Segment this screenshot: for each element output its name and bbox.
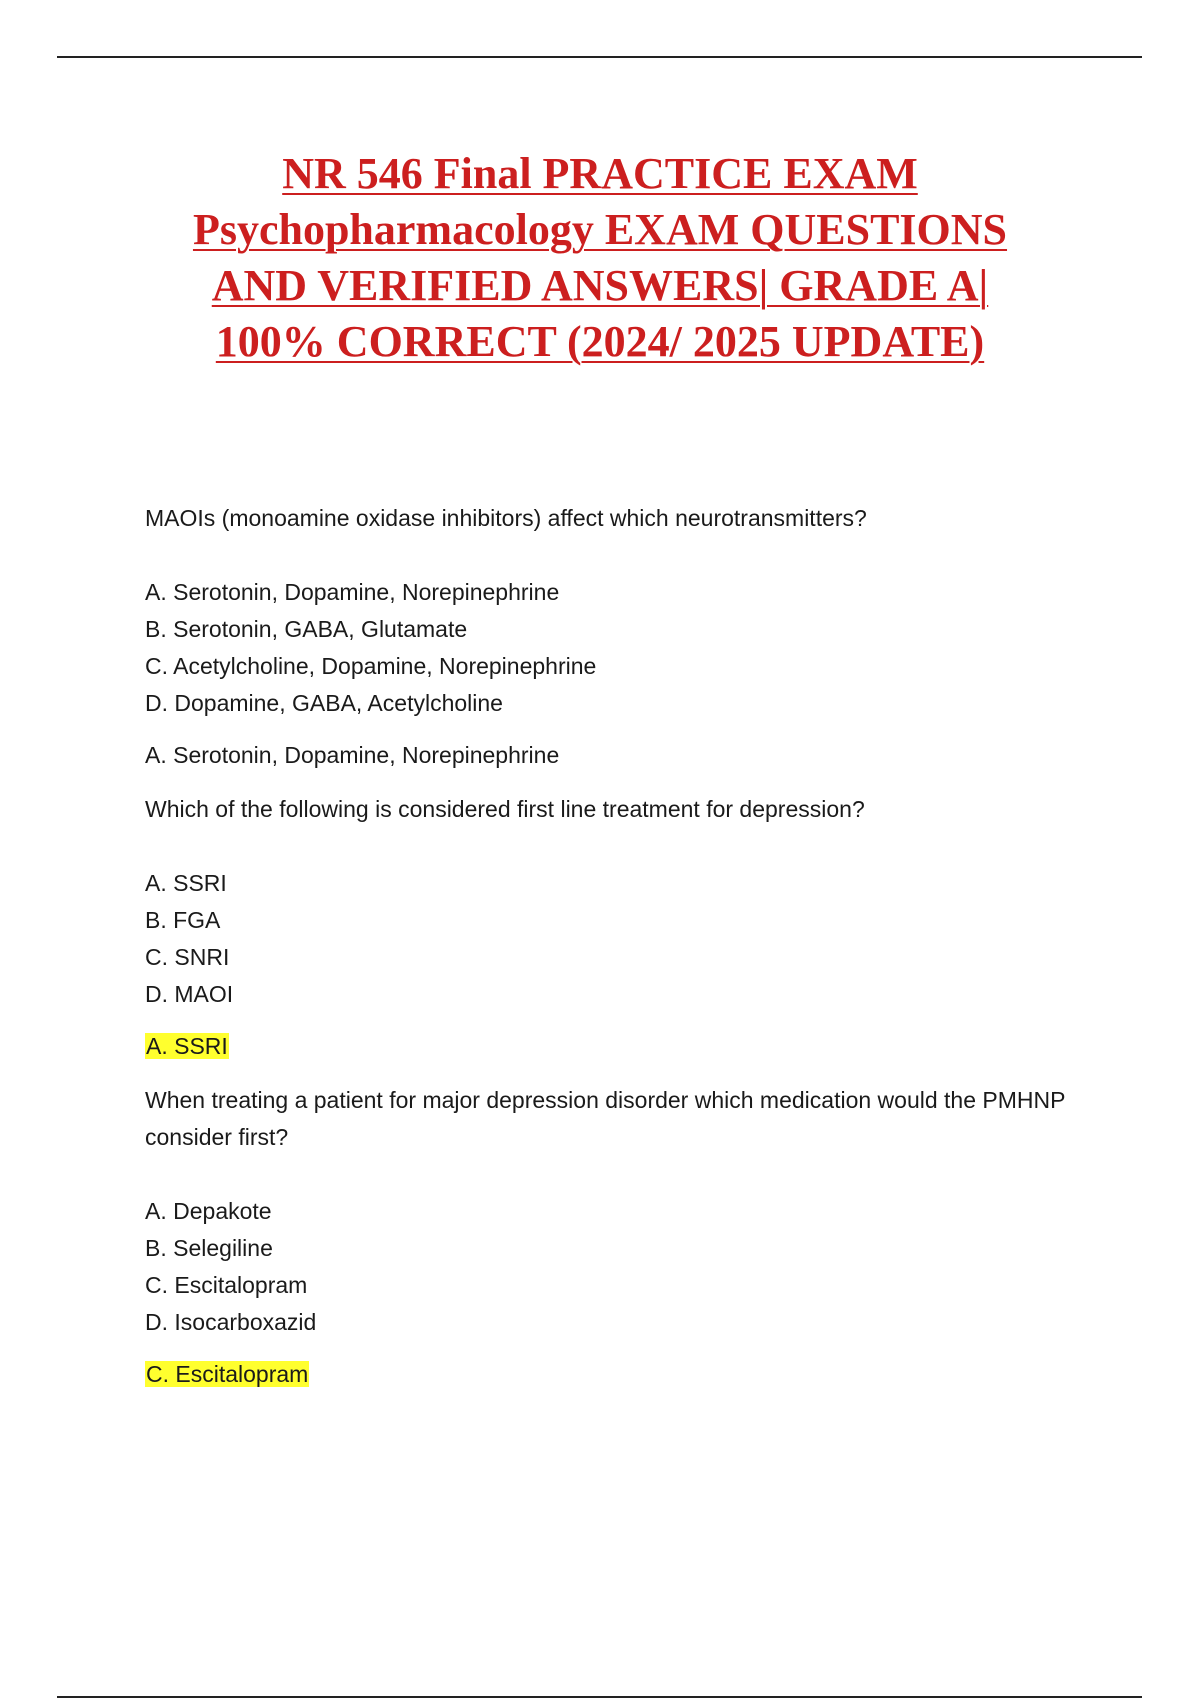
question-list	[145, 500, 1095, 1410]
highlighted-answer: A. SSRI	[146, 1033, 228, 1059]
answer-line	[145, 1028, 1095, 1065]
question-text: Which of the following is considered first line treatment for depression?	[145, 796, 865, 822]
highlighted-answer: C. Escitalopram	[146, 1361, 309, 1387]
option-b: B. Serotonin, GABA, Glutamate	[145, 616, 468, 642]
title-line: AND VERIFIED ANSWERS| GRADE A|	[211, 261, 989, 310]
answer-line	[145, 737, 1095, 774]
option-a: A. Serotonin, Dopamine, Norepinephrine	[145, 579, 560, 605]
option-d: D. Dopamine, GABA, Acetylcholine	[145, 690, 503, 716]
option-c: C. Escitalopram	[145, 1272, 308, 1298]
title-line: Psychopharmacology EXAM QUESTIONS	[192, 205, 1008, 254]
option-b: B. FGA	[145, 907, 221, 933]
option-d: D. MAOI	[145, 981, 234, 1007]
option-c: C. SNRI	[145, 944, 230, 970]
document-title	[100, 146, 1100, 370]
bottom-rule	[57, 1696, 1142, 1698]
question-block-3	[145, 1082, 1095, 1393]
top-rule	[57, 56, 1142, 58]
answer-text: A. Serotonin, Dopamine, Norepinephrine	[145, 742, 560, 768]
title-line: 100% CORRECT (2024/ 2025 UPDATE)	[215, 317, 985, 366]
question-block-2	[145, 791, 1095, 1065]
option-a: A. Depakote	[145, 1198, 272, 1224]
option-d: D. Isocarboxazid	[145, 1309, 317, 1335]
question-block-1	[145, 500, 1095, 774]
option-list	[145, 1193, 1095, 1341]
option-list	[145, 574, 1095, 722]
answer-line	[145, 1356, 1095, 1393]
option-c: C. Acetylcholine, Dopamine, Norepinephrine	[145, 653, 597, 679]
option-b: B. Selegiline	[145, 1235, 273, 1261]
question-text: When treating a patient for major depression disorder which medication would the PMHNP consider first?	[145, 1087, 1066, 1150]
question-text: MAOIs (monoamine oxidase inhibitors) affect which neurotransmitters?	[145, 505, 867, 531]
option-list	[145, 865, 1095, 1013]
title-line: NR 546 Final PRACTICE EXAM	[282, 149, 918, 198]
option-a: A. SSRI	[145, 870, 227, 896]
